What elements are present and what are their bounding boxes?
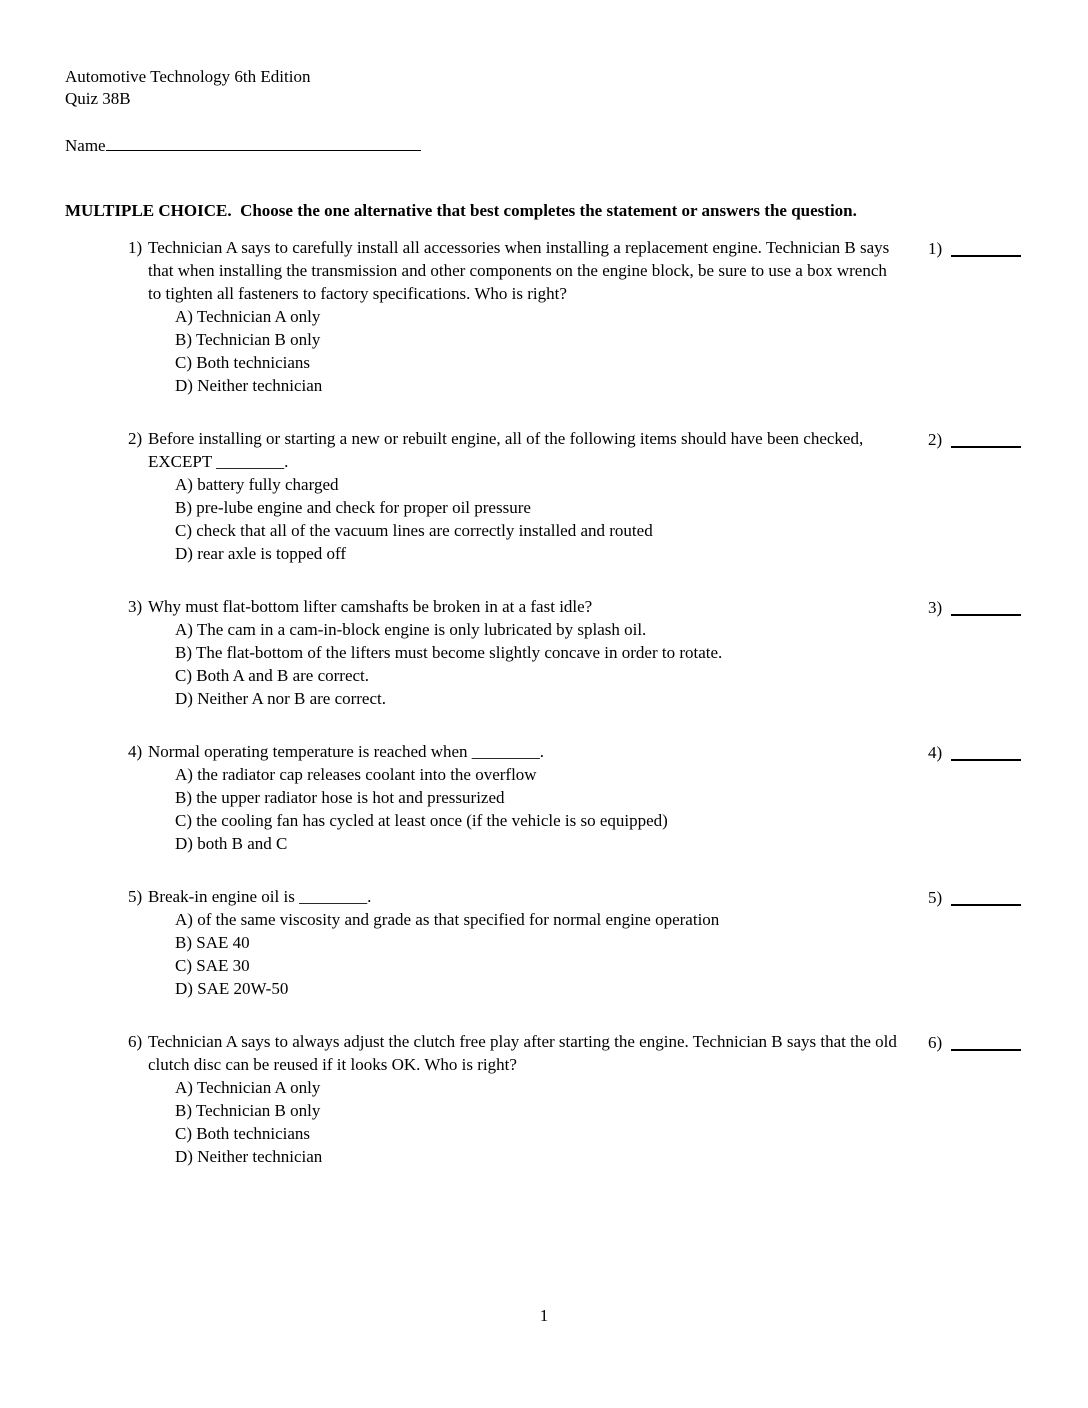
question-stem [128,595,900,618]
choice: A) battery fully charged [175,475,339,494]
choice: C) Both technicians [175,1124,311,1143]
question-number: 6) [128,1032,143,1051]
choice: A) the radiator cap releases coolant into the overflow [175,765,537,784]
answer-blank-line [951,1033,1021,1051]
choice-list [175,908,900,1000]
question-text: Technician A says to always adjust the clutch free play after starting the engine. Technician B says that the old clutch disc can be reused if it looks OK. Who is right? [148,1032,897,1074]
choice: C) the cooling fan has cycled at least once (if the vehicle is so equipped) [175,811,668,830]
choice: B) Technician B only [175,330,321,349]
question-number: 5) [128,887,143,906]
question [65,236,1025,397]
quiz-number: Quiz 38B [65,89,131,108]
answer-number: 5) [928,888,943,907]
answer-blank-line [951,888,1021,906]
document-header [65,66,1025,110]
question-text: Technician A says to carefully install all accessories when installing a replacement engine. Technician B says that when installing the transmission and other components on the engine block, be sure to use a box wrench to tighten all fasteners to factory specifications. Who is right? [148,238,890,303]
question [65,427,1025,565]
answer-blank-line [951,598,1021,616]
choice: B) SAE 40 [175,933,250,952]
choice-list [175,305,900,397]
question [65,740,1025,855]
question-stem [128,1030,900,1076]
choice: B) The flat-bottom of the lifters must become slightly concave in order to rotate. [175,643,723,662]
name-label: Name [65,136,106,155]
answer-number: 2) [928,430,943,449]
choice: D) rear axle is topped off [175,544,347,563]
choice-list [175,473,900,565]
answer-number: 3) [928,598,943,617]
choice: D) SAE 20W-50 [175,979,289,998]
answer-number: 6) [928,1033,943,1052]
page-number: 1 [539,1306,549,1325]
choice: D) Neither technician [175,376,323,395]
choice: A) The cam in a cam-in-block engine is only lubricated by splash oil. [175,620,647,639]
answer-blank-line [951,239,1021,257]
choice: C) SAE 30 [175,956,250,975]
choice: A) of the same viscosity and grade as that specified for normal engine operation [175,910,720,929]
question-stem [128,885,900,908]
name-blank-line [106,134,421,151]
choice: D) both B and C [175,834,288,853]
question-body [128,1030,900,1168]
choice: D) Neither technician [175,1147,323,1166]
section-heading: MULTIPLE CHOICE. Choose the one alternative that best completes the statement or answers the question. [65,201,857,220]
question-body [128,740,900,855]
question-body [128,236,900,397]
question-text: Normal operating temperature is reached when ________. [148,742,545,761]
question-body [128,885,900,1000]
answer-slot [928,236,1025,260]
question [65,885,1025,1000]
question-number: 4) [128,742,143,761]
question-body [128,427,900,565]
question-stem [128,740,900,763]
answer-number: 4) [928,743,943,762]
question-stem [128,236,900,305]
answer-slot [928,740,1025,764]
name-row [65,134,1025,157]
answer-slot [928,1030,1025,1054]
choice: D) Neither A nor B are correct. [175,689,386,708]
answer-blank-line [951,743,1021,761]
choice: C) check that all of the vacuum lines are correctly installed and routed [175,521,653,540]
choice: C) Both A and B are correct. [175,666,370,685]
choice: B) pre-lube engine and check for proper oil pressure [175,498,531,517]
question-list [65,236,1025,1168]
question-stem [128,427,900,473]
question [65,1030,1025,1168]
question-body [128,595,900,710]
answer-blank-line [951,430,1021,448]
choice-list [175,763,900,855]
choice: A) Technician A only [175,307,321,326]
answer-slot [928,595,1025,619]
question-text: Why must flat-bottom lifter camshafts be broken in at a fast idle? [148,597,593,616]
question-number: 2) [128,429,143,448]
answer-number: 1) [928,239,943,258]
question-number: 1) [128,238,143,257]
question [65,595,1025,710]
choice-list [175,1076,900,1168]
choice: B) the upper radiator hose is hot and pressurized [175,788,505,807]
question-text: Before installing or starting a new or rebuilt engine, all of the following items should have been checked, EXCEPT ________. [148,429,864,471]
question-number: 3) [128,597,143,616]
question-text: Break-in engine oil is ________. [148,887,372,906]
document-title: Automotive Technology 6th Edition [65,67,311,86]
answer-slot [928,427,1025,451]
choice-list [175,618,900,710]
choice: B) Technician B only [175,1101,321,1120]
choice: A) Technician A only [175,1078,321,1097]
answer-slot [928,885,1025,909]
choice: C) Both technicians [175,353,311,372]
